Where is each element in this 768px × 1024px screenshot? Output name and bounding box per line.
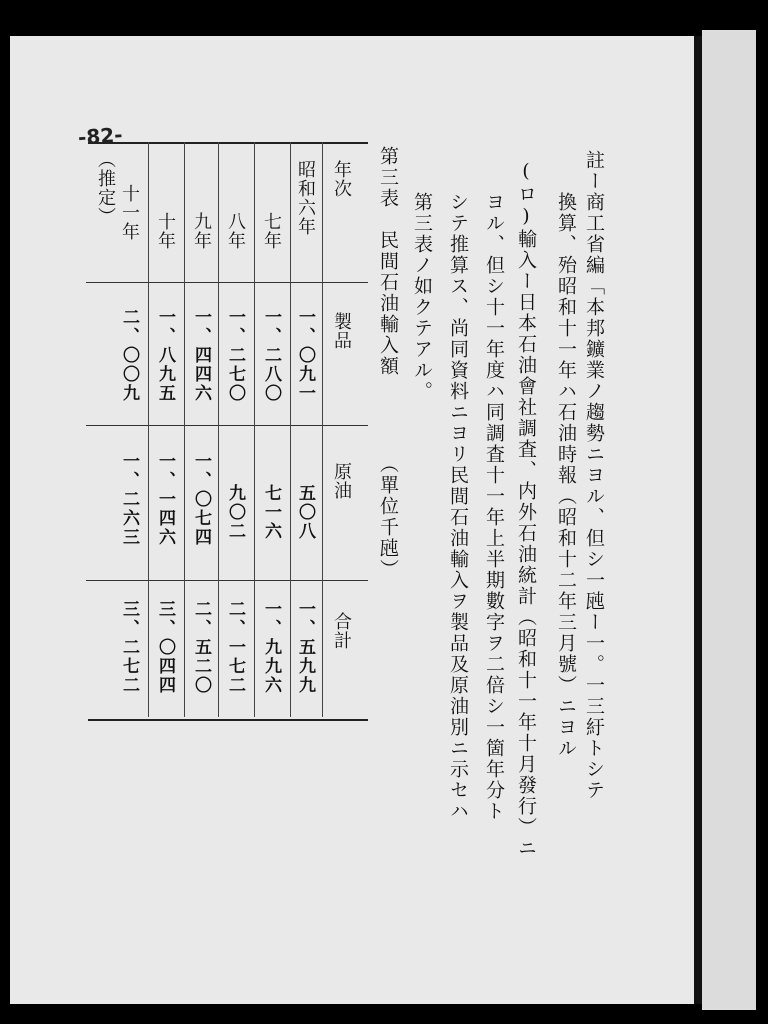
row-year: 九年 — [191, 212, 212, 250]
row-total: 一、九九六 — [261, 600, 281, 695]
page-edge — [694, 36, 702, 1004]
row-crude: 五〇八 — [295, 484, 315, 541]
adjacent-page — [702, 30, 756, 1010]
row-total: 一、五九九 — [295, 600, 315, 695]
row-product: 一、四四六 — [191, 308, 211, 403]
table-divider — [254, 142, 255, 717]
row-crude: 九〇二 — [225, 484, 245, 541]
row-crude: 一、〇七四 — [191, 452, 211, 547]
note2-line3: シテ推算ス、尚同資料ニヨリ民間石油輸入ヲ製品及原油別ニ示セハ — [447, 192, 469, 822]
row-year: 十一年 — [119, 184, 140, 241]
page-number: -82- — [77, 122, 124, 150]
header-product: 製品 — [331, 312, 352, 350]
table-divider — [290, 142, 291, 717]
row-product: 一、二八〇 — [261, 308, 281, 403]
note1-line1: 註ー商工省編「本邦鑛業ノ趨勢ニヨル、但シ一瓲ー一。一三紆トシテ — [583, 150, 605, 801]
table-divider — [322, 142, 323, 717]
row-product: 一、〇九一 — [295, 308, 315, 403]
table-unit: （單位千瓲） — [377, 454, 399, 580]
row-year: 十年 — [155, 212, 176, 250]
row-total: 三、〇四四 — [155, 600, 175, 695]
row-year-note: （推定） — [95, 150, 116, 226]
row-year: 昭和六年 — [295, 160, 316, 236]
note1-line2: 換算、殆昭和十一年ハ石油時報（昭和十二年三月號）ニヨル — [555, 192, 577, 759]
note2-line1: (ロ)輸入ー日本石油會社調査、内外石油統計（昭和十一年十月發行）ニ — [515, 160, 537, 859]
table-divider — [218, 142, 219, 717]
row-year: 七年 — [261, 212, 282, 250]
table-divider — [184, 142, 185, 717]
row-crude: 一、一四六 — [155, 452, 175, 547]
header-crude: 原油 — [331, 462, 352, 500]
row-crude: 一、二六三 — [119, 452, 139, 547]
table-title: 第三表 民間石油輸入額 — [377, 146, 399, 377]
row-product: 一、二七〇 — [225, 308, 245, 403]
row-total: 三、二七二 — [119, 600, 139, 695]
header-total: 合計 — [331, 612, 352, 650]
table-rule — [86, 425, 368, 426]
row-product: 二、〇〇九 — [119, 308, 139, 403]
note2-line2: ヨル、但シ十一年度ハ同調査十一年上半期數字ヲ二倍シ一箇年分ト — [483, 192, 505, 822]
row-crude: 七一六 — [261, 484, 281, 541]
row-total: 二、一七二 — [225, 600, 245, 695]
table-divider — [148, 142, 149, 717]
header-year: 年次 — [331, 160, 352, 198]
row-total: 二、五二〇 — [191, 600, 211, 695]
row-product: 一、八九五 — [155, 308, 175, 403]
row-year: 八年 — [225, 212, 246, 250]
note2-line4: 第三表ノ如クテアル。 — [411, 192, 433, 402]
table-rule — [86, 282, 368, 283]
table-rule — [86, 580, 368, 581]
